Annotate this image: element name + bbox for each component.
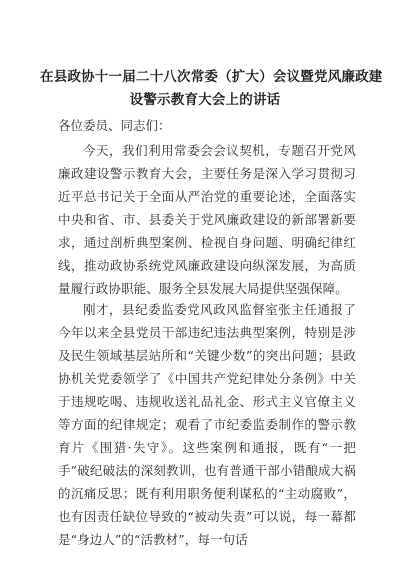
document-title-line-1: 在县政协十一届二十八次常委（扩大）会议暨党风廉政建 — [40, 69, 383, 85]
document-title-line-2: 设警示教育大会上的讲话 — [129, 92, 281, 108]
paragraph-2: 刚才，县纪委监委党风政风监督室张主任通报了今年以来全县党员干部违纪违法典型案例，特别是涉及民生领域基层站所和“关键少数”的突出问题；县政协机关党委领学了《中国共产党纪律处分条例》中关于违规吃喝、违规收送礼品礼金、形式主义官僚主义等方面的纪律规定；观看了市纪委监委制作的警示教育片《围猎·失守》。这些案例和通报，既有“一把手”破纪破法的深刻教训，也有普通干部小错酿成大祸的沉痛反思；既有利用职务便利谋私的“主动腐败”，也有因责任缺位导致的“被动失责”可以说，每一幕都是“身边人”的“活教材”，每一句话 — [58, 302, 356, 547]
paragraph-1: 今天，我们利用常委会会议契机，专题召开党风廉政建设警示教育大会，主要任务是深入学习贯彻习近平总书记关于全面从严治党的重要论述，全面落实中央和省、市、县委关于党风廉政建设的新部署新要求，通过剖析典型案例、检视自身问题、明确纪律红线，推动政协系统党风廉政建设向纵深发展，为高质量履行政协职能、服务全县发展大局提供坚强保障。 — [58, 143, 356, 296]
salutation: 各位委员、同志们： — [58, 118, 171, 133]
